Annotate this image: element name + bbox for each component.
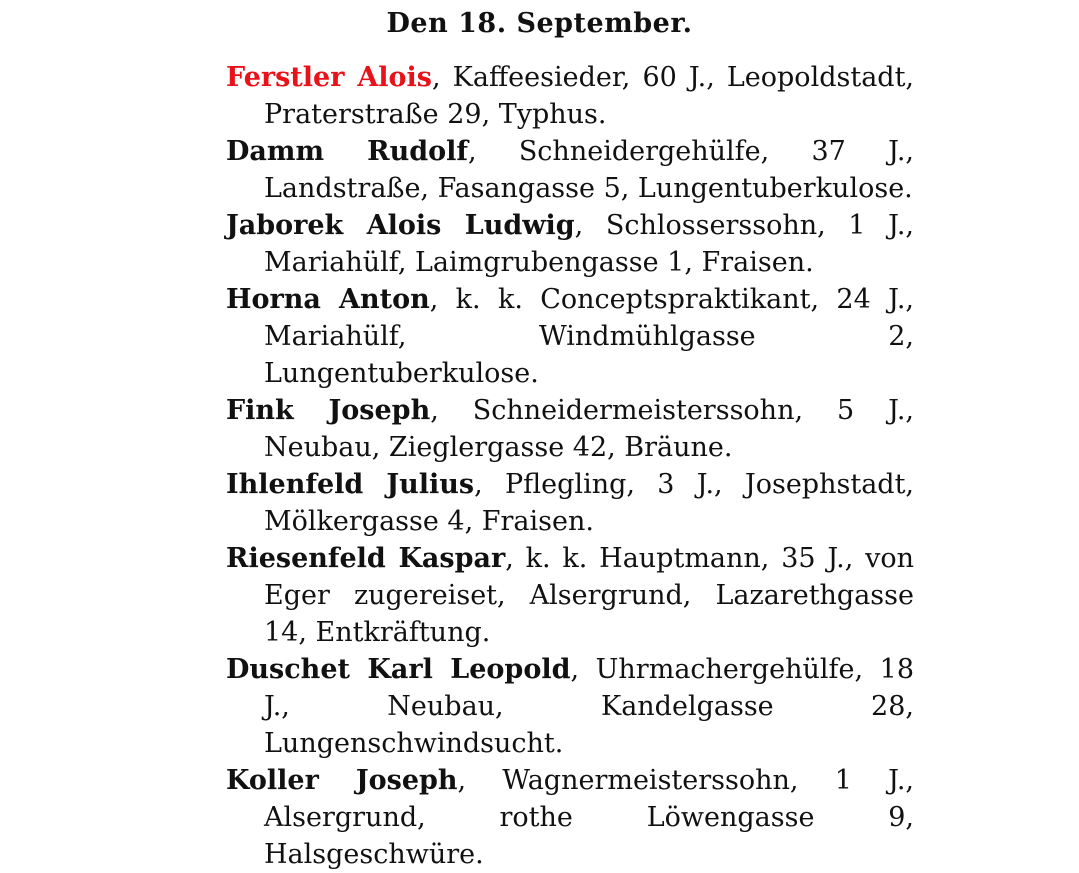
register-entry	[226, 392, 914, 466]
entry-details: , Wagnermeisterssohn, 1 J., Alsergrund, rothe Löwengasse 9, Halsgeschwüre.	[264, 765, 914, 870]
entry-name: Duschet Karl Leopold	[226, 654, 571, 685]
entry-details: , Uhrmachergehülfe, 18 J., Neubau, Kandelgasse 28, Lungenschwindsucht.	[264, 654, 915, 759]
register-entry	[226, 133, 914, 207]
entry-name: Riesenfeld Kaspar	[226, 543, 506, 574]
entry-details: , Pflegling, 3 J., Josephstadt, Mölkergasse 4, Fraisen.	[264, 469, 915, 537]
entry-details: , Schneidergehülfe, 37 J., Landstraße, Fasangasse 5, Lungentuberkulose.	[264, 136, 914, 204]
entry-details: , Schlosserssohn, 1 J., Mariahülf, Laimgrubengasse 1, Fraisen.	[264, 210, 914, 278]
entry-name: Fink Joseph	[226, 395, 431, 426]
entry-name: Damm Rudolf	[226, 136, 468, 167]
entry-name: Horna Anton	[226, 284, 430, 315]
death-register-list	[226, 59, 914, 873]
register-entry	[226, 207, 914, 281]
register-entry	[226, 651, 914, 762]
register-entry	[226, 281, 914, 392]
register-entry	[226, 466, 914, 540]
register-entry	[226, 59, 914, 133]
entry-name: Jaborek Alois Ludwig	[226, 210, 575, 241]
entry-name: Ihlenfeld Julius	[226, 469, 475, 500]
date-heading: Den 18. September.	[386, 8, 693, 39]
entry-details: , Schneidermeisterssohn, 5 J., Neubau, Zieglergasse 42, Bräune.	[264, 395, 914, 463]
register-entry	[226, 762, 914, 873]
entry-name: Koller Joseph	[226, 765, 458, 796]
entry-details: , k. k. Hauptmann, 35 J., von Eger zugereiset, Alsergrund, Lazarethgasse 14, Entkräftung.	[264, 543, 914, 648]
entry-name: Ferstler Alois	[226, 62, 433, 93]
entry-details: , Kaffeesieder, 60 J., Leopoldstadt, Praterstraße 29, Typhus.	[264, 62, 915, 130]
entry-details: , k. k. Conceptspraktikant, 24 J., Mariahülf, Windmühlgasse 2, Lungentuberkulose.	[264, 284, 914, 389]
register-entry	[226, 540, 914, 651]
